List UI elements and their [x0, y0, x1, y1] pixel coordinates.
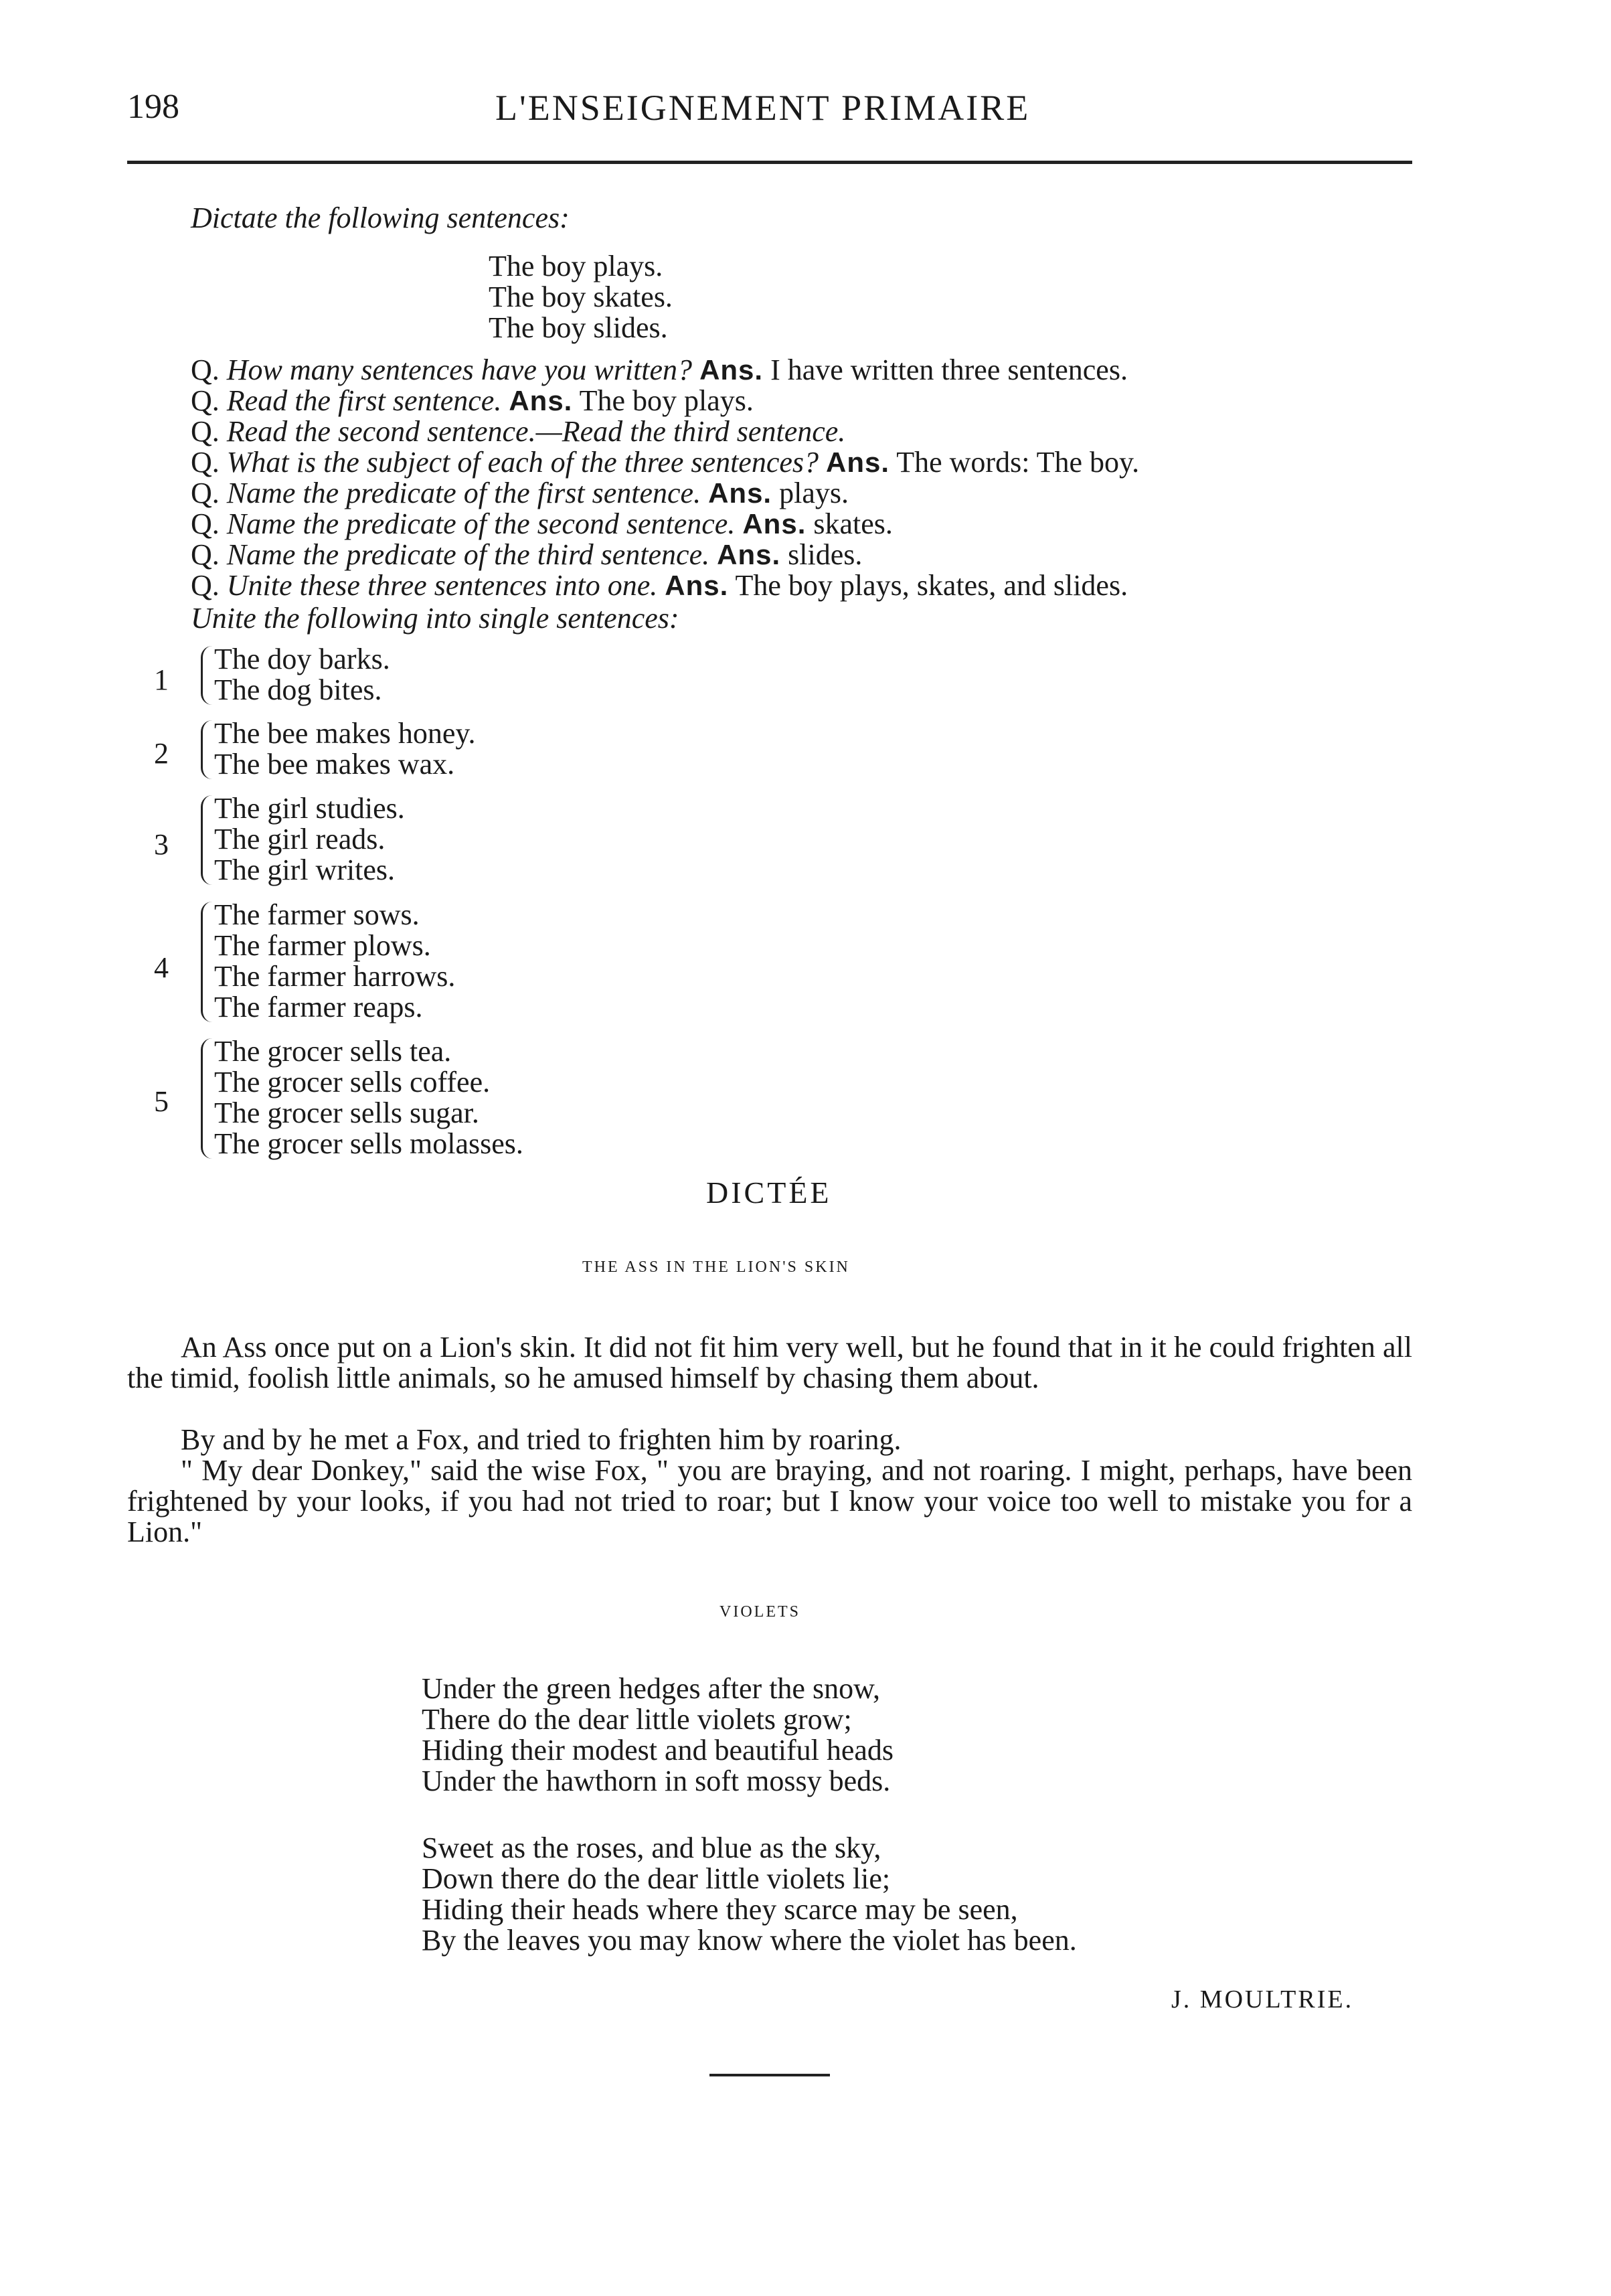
brace: [201, 720, 212, 779]
q-marker: Q.: [191, 384, 220, 417]
group-line: The girl studies.: [214, 792, 405, 825]
running-title: L'ENSEIGNEMENT PRIMAIRE: [495, 88, 1031, 128]
answer-text: The words: The boy.: [896, 446, 1140, 479]
answer-label: Ans.: [699, 354, 764, 386]
group-number: 4: [154, 951, 169, 984]
poem-line: Under the green hedges after the snow,: [422, 1672, 880, 1705]
group-number: 2: [154, 737, 169, 770]
dictation-sentence: The boy skates.: [489, 280, 673, 313]
story-paragraph: An Ass once put on a Lion's skin. It did not fit him very well, but he found that in it he could frighten all the timid, foolish little animals, so he amused himself by chasing them about.: [127, 1331, 1412, 1394]
answer-text: The boy plays, skates, and slides.: [735, 569, 1128, 602]
group-line: The farmer harrows.: [214, 960, 456, 993]
story-paragraph: By and by he met a Fox, and tried to frighten him by roaring.: [181, 1423, 902, 1456]
answer-text: I have written three sentences.: [770, 353, 1128, 386]
group-line: The grocer sells coffee.: [214, 1066, 491, 1098]
answer-label: Ans.: [665, 570, 729, 601]
page-number: 198: [127, 88, 179, 126]
qa-line: [191, 540, 862, 570]
answer-text: slides.: [788, 538, 863, 571]
answer-text: The boy plays.: [579, 384, 754, 417]
group-number: 1: [154, 663, 169, 696]
poem-line: Under the hawthorn in soft mossy beds.: [422, 1765, 891, 1797]
answer-label: Ans.: [826, 446, 890, 478]
group-line: The grocer sells tea.: [214, 1035, 452, 1068]
question-text: Unite these three sentences into one.: [226, 569, 658, 602]
answer-text: skates.: [813, 507, 893, 540]
brace: [201, 902, 212, 1022]
question-text: What is the subject of each of the three sentences?: [226, 446, 819, 479]
qa-line: [191, 416, 845, 447]
group-number: 5: [154, 1085, 169, 1118]
group-line: The doy barks.: [214, 643, 390, 675]
answer-label: Ans.: [509, 385, 573, 416]
question-text: How many sentences have you written?: [226, 353, 693, 386]
answer-text: plays.: [779, 477, 849, 509]
poem-line: Sweet as the roses, and blue as the sky,: [422, 1831, 881, 1864]
q-marker: Q.: [191, 569, 220, 602]
qa-line: [191, 355, 1128, 386]
answer-label: Ans.: [708, 477, 772, 509]
group-line: The bee makes honey.: [214, 717, 476, 750]
poem-line: There do the dear little violets grow;: [422, 1703, 852, 1736]
dictate-instruction: Dictate the following sentences:: [191, 201, 570, 234]
q-marker: Q.: [191, 507, 220, 540]
dictation-sentence: The boy slides.: [489, 311, 668, 344]
poem-line: By the leaves you may know where the violet has been.: [422, 1924, 1077, 1957]
qa-line: [191, 386, 754, 416]
brace: [201, 646, 212, 705]
group-line: The girl writes.: [214, 853, 396, 886]
qa-line: [191, 478, 849, 509]
answer-label: Ans.: [742, 508, 807, 540]
qa-line: [191, 509, 893, 540]
group-line: The grocer sells sugar.: [214, 1096, 479, 1129]
group-line: The farmer sows.: [214, 898, 420, 931]
story-paragraph: " My dear Donkey," said the wise Fox, " you are braying, and not roaring. I might, perhaps, have been frightened by your looks, if you had not tried to roar; but I know your voice too well to mistake you for a Lion.": [127, 1454, 1412, 1548]
group-line: The farmer reaps.: [214, 991, 423, 1023]
dictation-sentence: The boy plays.: [489, 250, 663, 282]
dictee-heading: DICTÉE: [706, 1175, 832, 1210]
poem-line: Down there do the dear little violets lie;: [422, 1862, 891, 1895]
q-marker: Q.: [191, 538, 220, 571]
group-number: 3: [154, 828, 169, 861]
question-text: Name the predicate of the third sentence.: [226, 538, 710, 571]
unite-instruction: Unite the following into single sentences:: [191, 602, 679, 635]
header-rule: [127, 161, 1412, 164]
question-text: Read the second sentence.—Read the third sentence.: [226, 415, 846, 448]
q-marker: Q.: [191, 446, 220, 479]
brace: [201, 1038, 212, 1159]
q-marker: Q.: [191, 353, 220, 386]
brace: [201, 795, 212, 885]
q-marker: Q.: [191, 477, 220, 509]
group-line: The grocer sells molasses.: [214, 1127, 523, 1160]
question-text: Name the predicate of the first sentence.: [226, 477, 701, 509]
answer-label: Ans.: [717, 539, 781, 570]
story-title: THE ASS IN THE LION'S SKIN: [582, 1258, 850, 1276]
qa-line: [191, 570, 1128, 601]
group-line: The farmer plows.: [214, 929, 431, 962]
question-text: Name the predicate of the second sentence.: [226, 507, 736, 540]
group-line: The dog bites.: [214, 673, 382, 706]
group-line: The girl reads.: [214, 823, 386, 855]
question-text: Read the first sentence.: [226, 384, 502, 417]
q-marker: Q.: [191, 415, 220, 448]
poem-line: Hiding their modest and beautiful heads: [422, 1734, 894, 1767]
end-rule: [709, 2074, 830, 2076]
poem-title: VIOLETS: [719, 1603, 800, 1621]
poem-author: J. MOULTRIE.: [1171, 1985, 1354, 2014]
group-line: The bee makes wax.: [214, 748, 455, 781]
qa-line: [191, 447, 1139, 478]
poem-line: Hiding their heads where they scarce may be seen,: [422, 1893, 1018, 1926]
